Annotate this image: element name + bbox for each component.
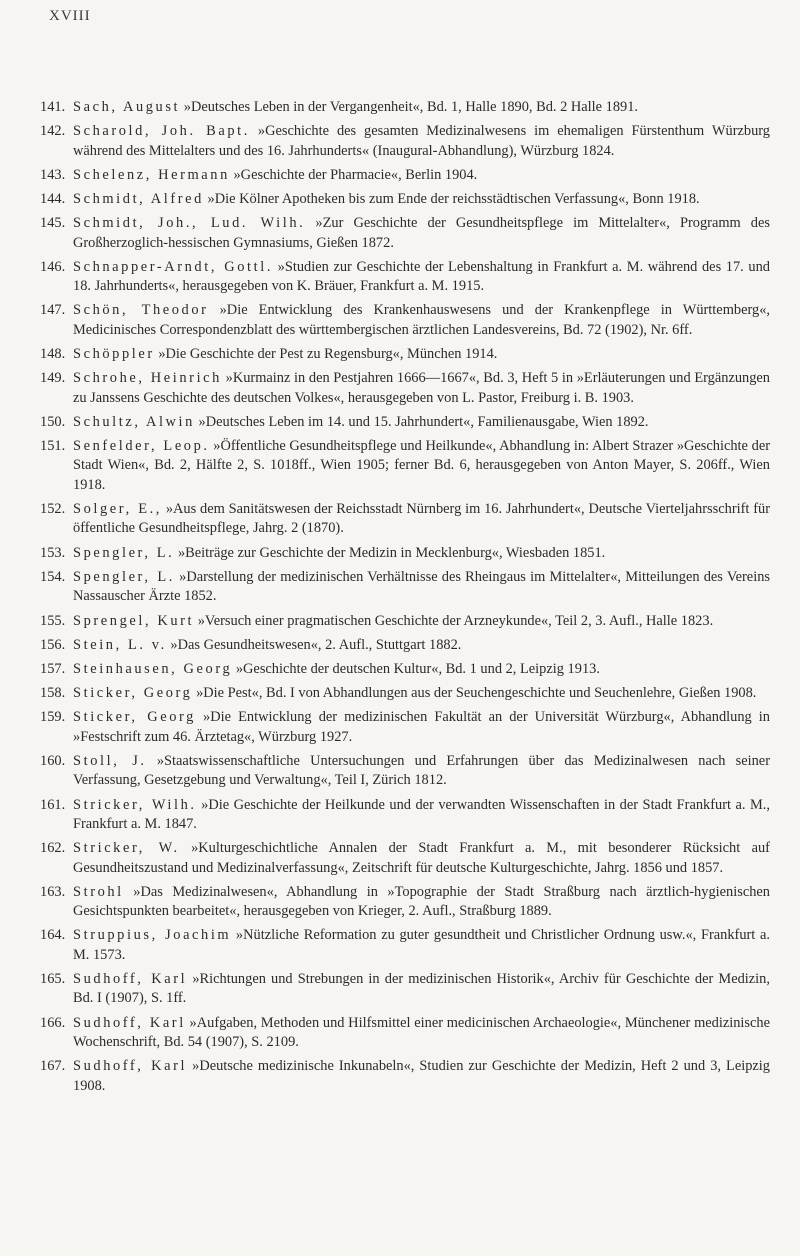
entry-citation: »Die Entwicklung des Krankenhauswesens und der Krankenpflege in Württemberg«, Medicinisches Correspondenzblatt des württembergischen ärztlichen Landesvereins, Bd. 72 (1902), Nr. 6ff. (73, 302, 770, 338)
entry-citation: »Zur Geschichte der Gesundheitspflege im Mittelalter«, Programm des Großherzoglich-hessischen Gymnasiums, Gießen 1872. (73, 215, 770, 251)
entry-citation: »Beiträge zur Geschichte der Medizin in Mecklenburg«, Wiesbaden 1851. (174, 544, 606, 561)
entry-number: 167. (40, 1058, 66, 1075)
bibliography-entry (40, 345, 770, 364)
entry-author: Strohl (73, 883, 124, 900)
entry-citation: »Kurmainz in den Pestjahren 1666—1667«, Bd. 3, Heft 5 in »Erläuterungen und Ergänzungen zu Janssens Geschichte des deutschen Volkes«, herausgegeben von L. Pastor, Freiburg i. B. 1903. (73, 370, 770, 406)
bibliography-entry (40, 568, 770, 607)
entry-citation: »Geschichte des gesamten Medizinalwesens im ehemaligen Fürstenthum Würzburg während des Mittelalters und des 16. Jahrhunderts« (Inaugural-Abhandlung), Würzburg 1824. (73, 123, 770, 159)
bibliography-entry (40, 839, 770, 878)
entry-number: 157. (40, 660, 66, 677)
entry-author: Schrohe, Heinrich (73, 370, 222, 387)
bibliography-entry (40, 636, 770, 655)
entry-citation: »Deutsche medizinische Inkunabeln«, Studien zur Geschichte der Medizin, Heft 2 und 3, Leipzig 1908. (73, 1058, 770, 1094)
entry-citation: »Die Entwicklung der medizinischen Fakultät an der Universität Würzburg«, Abhandlung in »Festschrift zum 46. Ärztetag«, Würzburg 1927. (73, 709, 770, 745)
entry-citation: »Deutsches Leben im 14. und 15. Jahrhundert«, Familienausgabe, Wien 1892. (194, 413, 649, 430)
bibliography-entry (40, 258, 770, 297)
entry-citation: »Darstellung der medizinischen Verhältnisse des Rheingaus im Mittelalter«, Mitteilungen des Vereins Nassauscher Ärzte 1852. (73, 568, 770, 605)
entry-number: 145. (40, 215, 66, 232)
entry-number: 142. (40, 123, 66, 140)
entry-number: 162. (40, 840, 66, 857)
entry-author: Spengler, L. (73, 544, 175, 561)
entry-author: Stricker, Wilh. (73, 796, 197, 813)
entry-number: 154. (40, 568, 66, 585)
bibliography-entry (40, 166, 770, 185)
entry-citation: »Geschichte der deutschen Kultur«, Bd. 1 und 2, Leipzig 1913. (232, 660, 600, 677)
bibliography-entry (40, 301, 770, 340)
entry-author: Schelenz, Hermann (73, 166, 230, 183)
bibliography-entry (40, 500, 770, 539)
entry-number: 146. (40, 258, 66, 275)
entry-citation: »Richtungen und Strebungen in der medizinischen Historik«, Archiv für Geschichte der Medizin, Bd. I (1907), S. 1ff. (73, 970, 770, 1007)
entry-author: Senfelder, Leop. (73, 438, 210, 455)
entry-author: Steinhausen, Georg (73, 660, 233, 677)
bibliography-entry (40, 369, 770, 408)
entry-author: Sudhoff, Karl (73, 1014, 186, 1031)
entry-author: Spengler, L. (73, 568, 175, 585)
entry-number: 158. (40, 685, 66, 702)
entry-author: Schöppler (73, 346, 155, 363)
entry-author: Scharold, Joh. Bapt. (73, 123, 250, 140)
bibliography-entry (40, 122, 770, 161)
entry-citation: »Nützliche Reformation zu guter gesundtheit und Christlicher Ordnung usw.«, Frankfurt a. M. 1573. (73, 927, 770, 963)
entry-citation: »Aufgaben, Methoden und Hilfsmittel einer medicinischen Archaeologie«, Münchener medizinische Wochenschrift, Bd. 54 (1907), S. 2109. (73, 1014, 770, 1050)
bibliography-entry (40, 796, 770, 835)
entry-number: 166. (40, 1014, 66, 1031)
entry-number: 148. (40, 346, 66, 363)
entry-citation: »Geschichte der Pharmacie«, Berlin 1904. (229, 166, 478, 183)
entry-number: 153. (40, 544, 66, 561)
entry-citation: »Die Pest«, Bd. I von Abhandlungen aus der Seuchengeschichte und Seuchenlehre, Gießen 1908. (192, 685, 757, 702)
bibliography-entry (40, 708, 770, 747)
entry-author: Stricker, W. (73, 840, 180, 857)
entry-number: 144. (40, 191, 66, 208)
bibliography-entry (40, 544, 770, 563)
entry-author: Sach, August (73, 99, 181, 115)
entry-number: 152. (40, 501, 66, 518)
entry-author: Sticker, Georg (73, 685, 193, 702)
bibliography-entry (40, 1014, 770, 1053)
entry-author: Solger, E., (73, 501, 163, 518)
entry-author: Struppius, Joachim (73, 927, 232, 944)
entry-author: Schultz, Alwin (73, 413, 195, 430)
bibliography-entry (40, 752, 770, 791)
page-number: XVIII (49, 8, 91, 24)
entry-number: 164. (40, 927, 66, 944)
bibliography-entry (40, 1057, 770, 1096)
entry-number: 165. (40, 970, 66, 987)
bibliography-entry (40, 660, 770, 679)
entry-author: Sudhoff, Karl (73, 970, 188, 987)
bibliography-entry (40, 437, 770, 495)
entry-citation: »Das Medizinalwesen«, Abhandlung in »Topographie der Stadt Straßburg nach ärztlich-hygienischen Gesichtspunkten bearbeitet«, herausgegeben von Krieger, 2. Aufl., Straßburg 1889. (73, 883, 770, 920)
entry-number: 160. (40, 752, 66, 769)
entry-number: 147. (40, 302, 66, 319)
bibliography-entry (40, 926, 770, 965)
bibliography-entry (40, 684, 770, 703)
entry-number: 155. (40, 612, 66, 629)
bibliography-entry (40, 214, 770, 253)
entry-citation: »Die Kölner Apotheken bis zum Ende der reichsstädtischen Verfassung«, Bonn 1918. (203, 191, 700, 208)
bibliography-list (40, 98, 770, 1101)
entry-citation: »Versuch einer pragmatischen Geschichte der Arzneykunde«, Teil 2, 3. Aufl., Halle 1823. (194, 612, 714, 629)
entry-author: Stoll, J. (73, 752, 147, 769)
entry-citation: »Die Geschichte der Pest zu Regensburg«, München 1914. (154, 346, 498, 363)
entry-author: Schön, Theodor (73, 302, 209, 319)
bibliography-entry (40, 413, 770, 432)
entry-author: Sudhoff, Karl (73, 1058, 188, 1075)
entry-citation: »Staatswissenschaftliche Untersuchungen und Erfahrungen über das Medizinalwesen nach seiner Verfassung, Gesetzgebung und Verwaltung«, Teil I, Zürich 1812. (73, 752, 770, 789)
entry-author: Schmidt, Joh., Lud. Wilh. (73, 215, 306, 232)
entry-number: 161. (40, 796, 66, 813)
entry-citation: »Kulturgeschichtliche Annalen der Stadt Frankfurt a. M., mit besonderer Rücksicht auf Gesundheitszustand und Medizinalverfassung«, Zeitschrift für deutsche Kulturgeschichte, Jahrg. 1856 und 1857. (73, 840, 770, 876)
bibliography-entry (40, 970, 770, 1009)
entry-author: Schmidt, Alfred (73, 191, 204, 208)
entry-number: 156. (40, 636, 66, 653)
entry-number: 143. (40, 166, 66, 183)
bibliography-entry (40, 98, 770, 117)
entry-number: 141. (40, 99, 66, 115)
entry-citation: »Das Gesundheitswesen«, 2. Aufl., Stuttgart 1882. (166, 636, 462, 653)
entry-author: Stein, L. v. (73, 636, 167, 653)
entry-number: 151. (40, 438, 66, 455)
entry-citation: »Studien zur Geschichte der Lebenshaltung in Frankfurt a. M. während des 17. und 18. Jahrhunderts«, herausgegeben von K. Bräuer, Frankfurt a. M. 1915. (73, 258, 770, 295)
entry-author: Schnapper-Arndt, Gottl. (73, 258, 274, 275)
entry-author: Sprengel, Kurt (73, 612, 195, 629)
entry-number: 163. (40, 883, 66, 900)
entry-number: 159. (40, 709, 66, 726)
bibliography-entry (40, 883, 770, 922)
entry-number: 150. (40, 413, 66, 430)
bibliography-entry (40, 612, 770, 631)
entry-author: Sticker, Georg (73, 709, 196, 726)
entry-citation: »Öffentliche Gesundheitspflege und Heilkunde«, Abhandlung in: Albert Strazer »Geschichte der Stadt Wien«, Bd. 2, Hälfte 2, S. 1018ff., Wien 1905; ferner Bd. 6, herausgegeben von Anton Mayer, S. 206ff., Wien 1918. (73, 438, 770, 493)
entry-citation: »Aus dem Sanitätswesen der Reichsstadt Nürnberg im 16. Jahrhundert«, Deutsche Vierteljahrsschrift für öffentliche Gesundheitspflege, Jahrg. 2 (1870). (73, 501, 771, 537)
entry-number: 149. (40, 370, 66, 387)
bibliography-entry (40, 190, 770, 209)
entry-citation: »Die Geschichte der Heilkunde und der verwandten Wissenschaften in der Stadt Frankfurt a. M., Frankfurt a. M. 1847. (73, 796, 770, 832)
entry-citation: »Deutsches Leben in der Vergangenheit«, Bd. 1, Halle 1890, Bd. 2 Halle 1891. (180, 99, 639, 115)
